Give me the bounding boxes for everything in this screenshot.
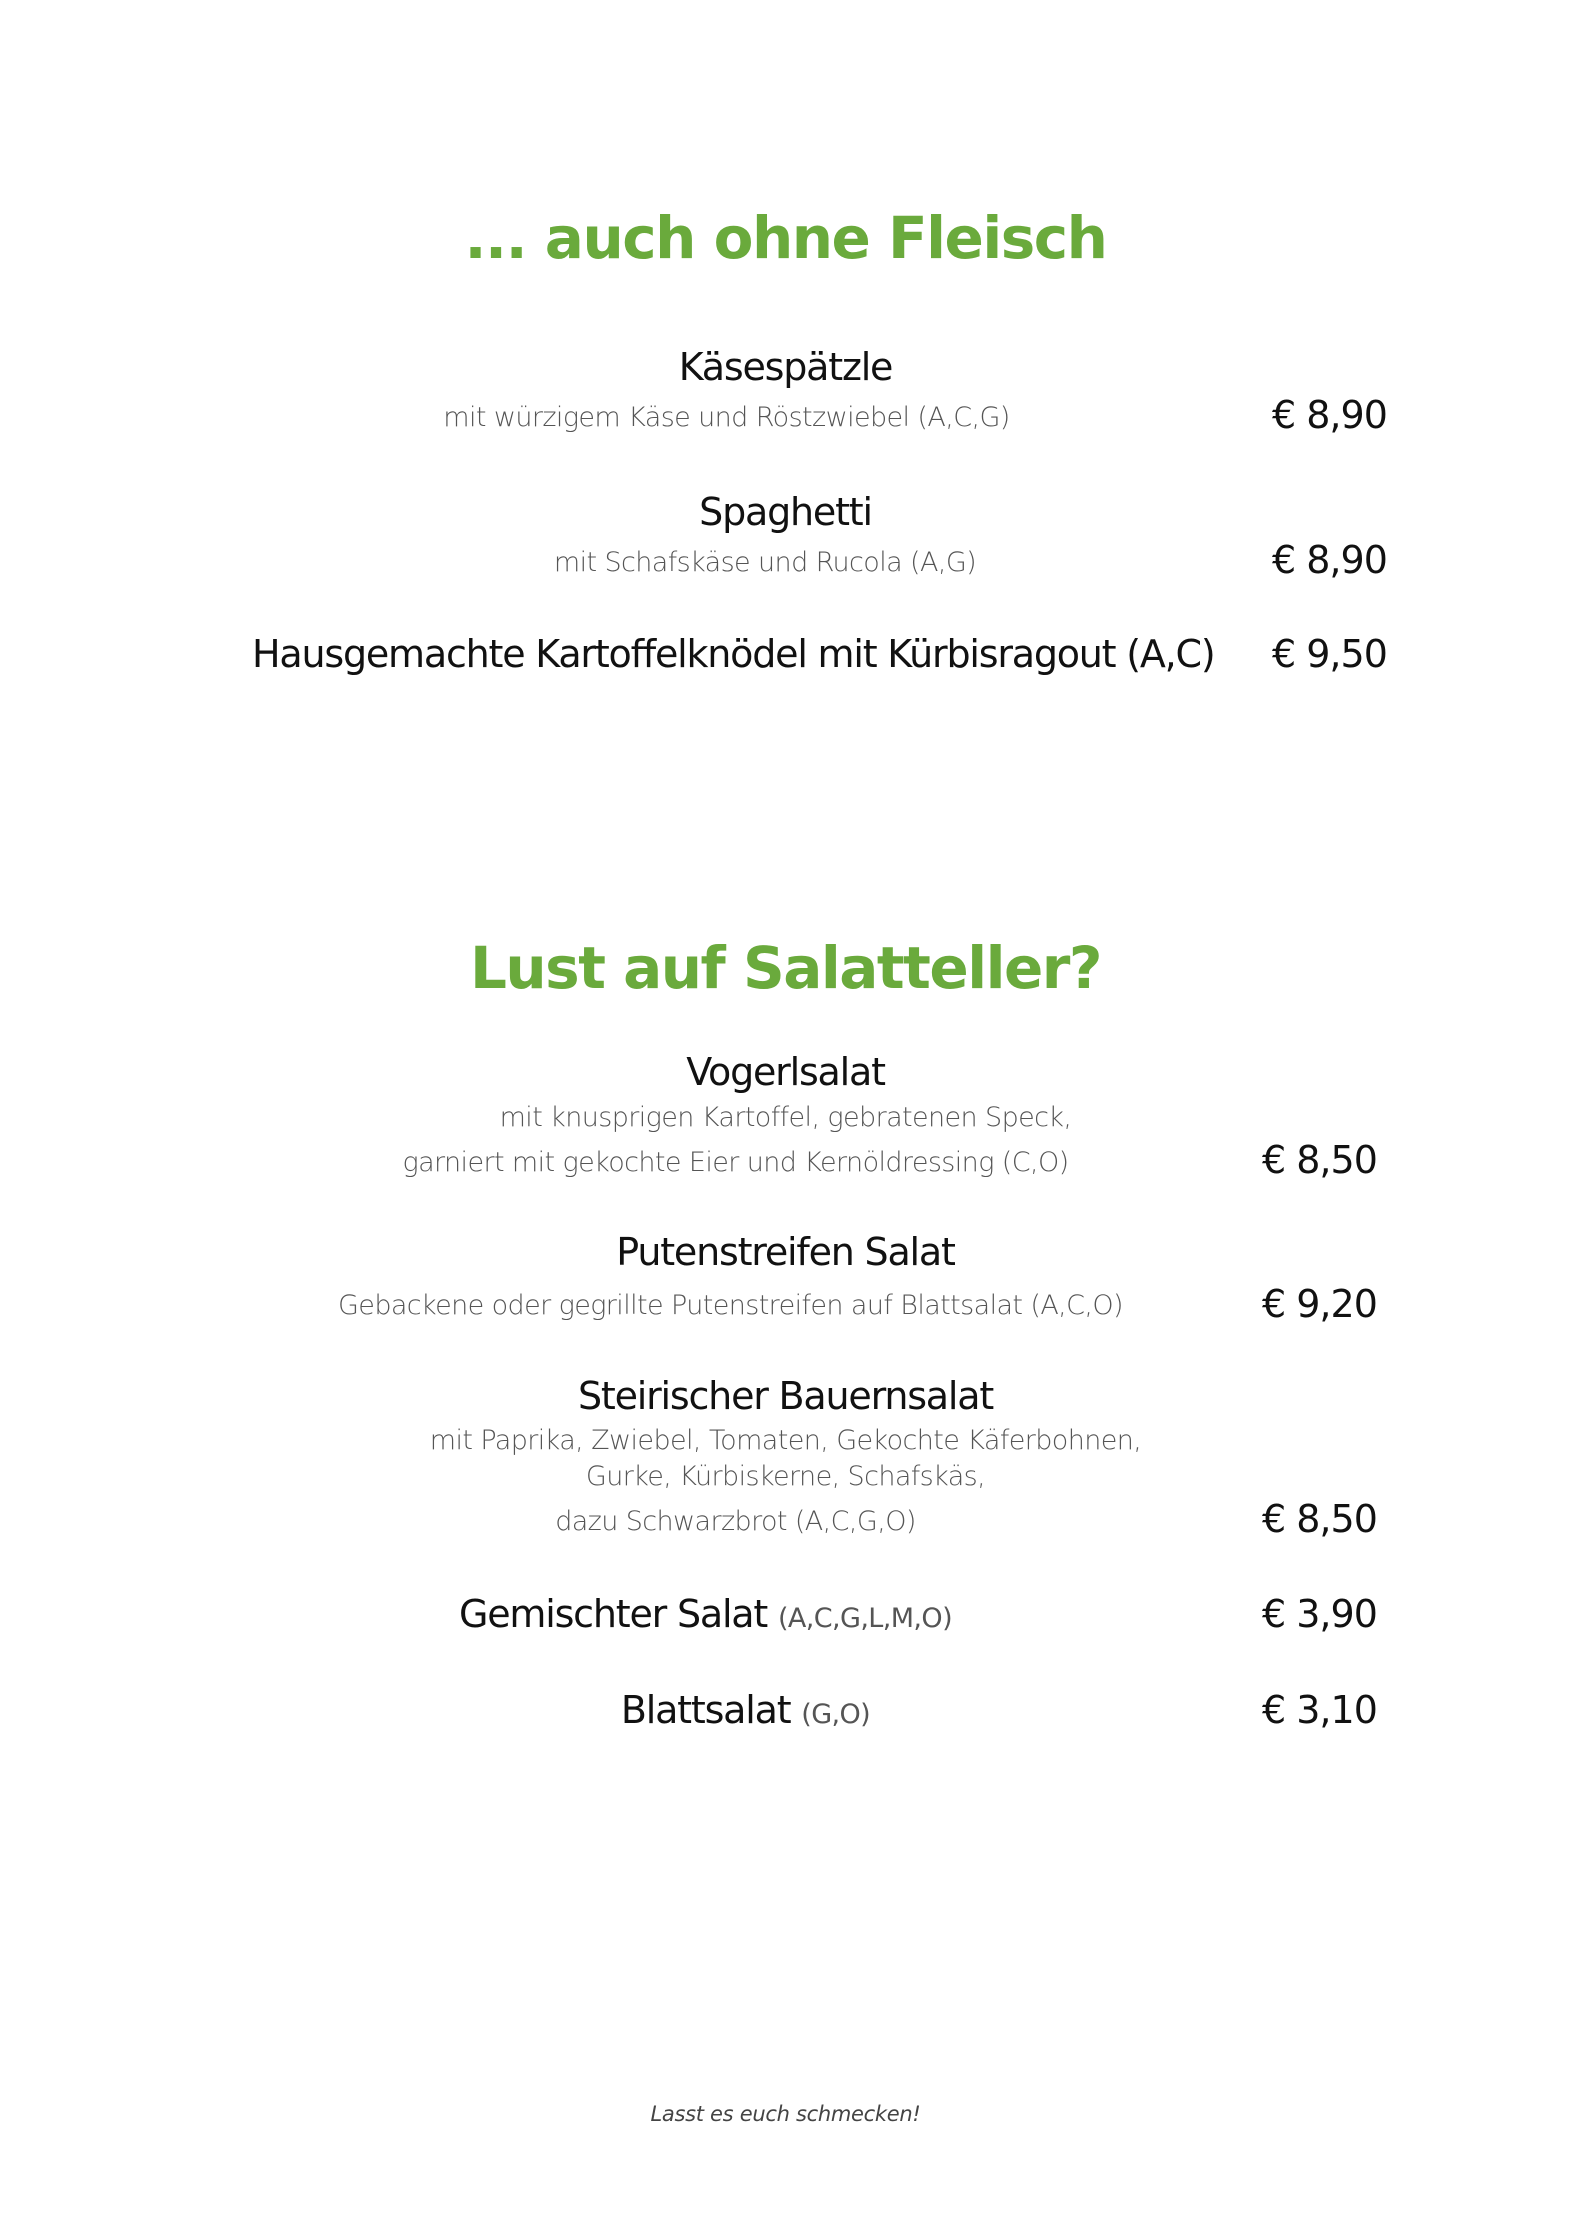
dish-price-bauernsalat: € 8,50 <box>1262 1497 1377 1541</box>
dish-description-putenstreifen-salat: Gebackene oder gegrillte Putenstreifen auf Blattsalat (A,C,O) <box>337 1290 1123 1321</box>
dish-allergens-gemischter-salat: (A,C,G,L,M,O) <box>777 1603 952 1634</box>
dish-description-bauernsalat-line3: dazu Schwarzbrot (A,C,G,O) <box>555 1506 916 1537</box>
dish-allergens-blattsalat: (G,O) <box>801 1699 871 1730</box>
dish-price-blattsalat: € 3,10 <box>1262 1688 1377 1732</box>
dish-name-gemischter-salat: Gemischter Salat <box>458 1592 768 1636</box>
dish-name-bauernsalat: Steirischer Bauernsalat <box>577 1374 994 1418</box>
dish-price-kaesespaetzle: € 8,90 <box>1272 393 1387 437</box>
dish-price-spaghetti: € 8,90 <box>1272 538 1387 582</box>
dish-gemischter-salat <box>0 1592 1411 1636</box>
footer-message: Lasst es euch schmecken! <box>650 2102 921 2126</box>
dish-price-putenstreifen-salat: € 9,20 <box>1262 1282 1377 1326</box>
section-title-salads: Lust auf Salatteller? <box>469 934 1102 1002</box>
dish-name-kartoffelknoedel: Hausgemachte Kartoffelknödel mit Kürbisragout (A,C) <box>252 632 1215 676</box>
dish-name-putenstreifen-salat: Putenstreifen Salat <box>616 1230 955 1274</box>
dish-price-kartoffelknoedel: € 9,50 <box>1272 632 1387 676</box>
dish-price-gemischter-salat: € 3,90 <box>1262 1592 1377 1636</box>
dish-name-blattsalat: Blattsalat <box>620 1688 791 1732</box>
dish-description-kaesespaetzle: mit würzigem Käse und Röstzwiebel (A,C,G) <box>443 402 1010 433</box>
dish-description-vogerlsalat-line2: garniert mit gekochte Eier und Kernöldressing (C,O) <box>402 1147 1069 1178</box>
dish-description-bauernsalat-line1: mit Paprika, Zwiebel, Tomaten, Gekochte Käferbohnen, <box>429 1425 1142 1456</box>
dish-name-vogerlsalat: Vogerlsalat <box>686 1050 885 1094</box>
dish-description-spaghetti: mit Schafskäse und Rucola (A,G) <box>553 547 977 578</box>
section-title-vegetarian: ... auch ohne Fleisch <box>464 204 1107 272</box>
dish-price-vogerlsalat: € 8,50 <box>1262 1138 1377 1182</box>
dish-description-bauernsalat-line2: Gurke, Kürbiskerne, Schafskäs, <box>585 1461 986 1492</box>
dish-description-vogerlsalat-line1: mit knusprigen Kartoffel, gebratenen Speck, <box>499 1102 1072 1133</box>
dish-name-kaesespaetzle: Käsespätzle <box>678 345 893 389</box>
dish-name-spaghetti: Spaghetti <box>699 490 872 534</box>
